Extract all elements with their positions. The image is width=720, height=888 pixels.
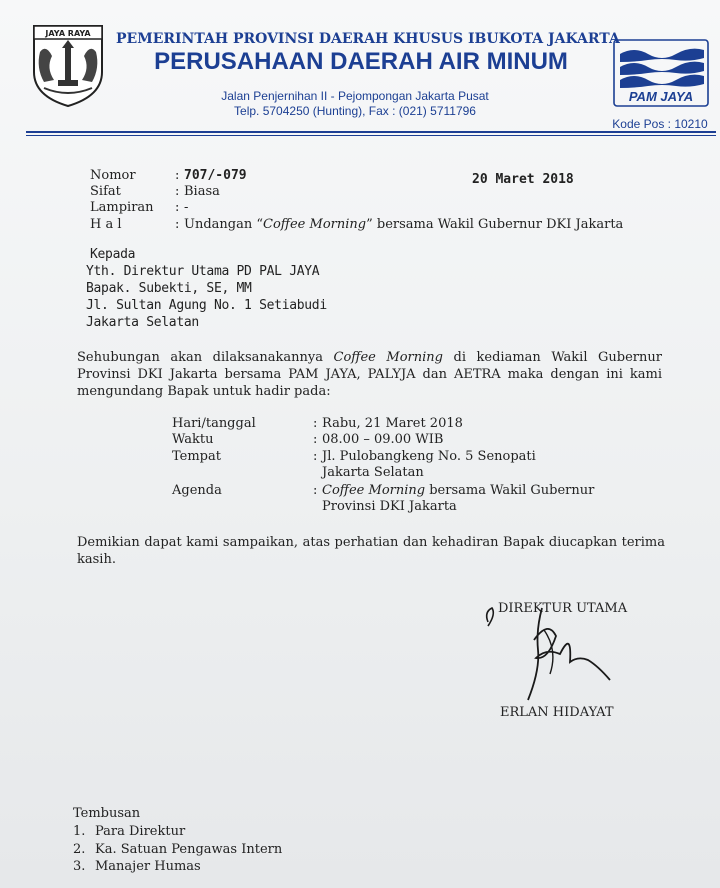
agenda-value1 [322,483,594,498]
recipient-line3: Jl. Sultan Agung No. 1 Setiabudi [86,298,327,313]
closing-paragraph: Demikian dapat kami sampaikan, atas perhatian dan kehadiran Bapak diucapkan terima kasih. [77,535,665,567]
hal-prefix: Undangan “ [184,217,263,232]
waktu-label: Waktu [172,432,214,447]
lampiran-value: - [184,200,189,215]
tembusan-title: Tembusan [73,806,141,821]
sifat-value: Biasa [184,184,220,199]
tembusan-item-text: Para Direktur [95,824,186,839]
tempat-value2: Jakarta Selatan [322,465,424,480]
hal-suffix: ” bersama Wakil Gubernur DKI Jakarta [366,217,624,232]
hari-label: Hari/tanggal [172,416,256,431]
agenda-italic: Coffee Morning [322,483,426,498]
company-phone: Telp. 5704250 (Hunting), Fax : (021) 5711796 [234,104,476,118]
lampiran-colon: : [175,200,180,215]
tembusan-item [73,842,282,857]
postal-code: Kode Pos : 10210 [612,117,708,131]
body-p1-b: di kediaman Wakil Gubernur Provinsi DKI Jakarta bersama PAM JAYA, PALYJA dan AETRA maka dengan ini kami mengundang Bapak untuk hadir pada: [77,350,662,399]
sifat-colon: : [175,184,180,199]
letter-date: 20 Maret 2018 [472,172,574,187]
signatory-title: DIREKTUR UTAMA [498,601,628,616]
pam-jaya-logo-text: PAM JAYA [628,89,694,104]
hari-colon: : [313,416,318,431]
waktu-colon: : [313,432,318,447]
tempat-label: Tempat [172,449,221,464]
header-rule [26,131,716,133]
agenda-colon: : [313,483,318,498]
tempat-colon: : [313,449,318,464]
lampiran-label: Lampiran [90,200,154,215]
handwritten-signature [478,600,628,710]
body-p1-a: Sehubungan akan dilaksanakannya [77,350,334,365]
signatory-name: ERLAN HIDAYAT [500,705,614,720]
tembusan-item-number: 2. [73,842,86,857]
body-p1-italic: Coffee Morning [333,350,443,365]
sifat-label: Sifat [90,184,121,199]
recipient-line2: Bapak. Subekti, SE, MM [86,281,252,296]
agenda-value2: Provinsi DKI Jakarta [322,499,457,514]
header-rule-thin [26,135,716,136]
recipient-kepada: Kepada [90,247,136,262]
hal-value [184,217,623,232]
hal-colon: : [175,217,180,232]
tembusan-item-text: Manajer Humas [95,859,201,874]
hal-italic: Coffee Morning [263,217,367,232]
pam-jaya-logo-icon [612,38,710,108]
jakarta-emblem-icon [30,22,106,108]
tempat-value1: Jl. Pulobangkeng No. 5 Senopati [322,449,536,464]
tembusan-item-number: 3. [73,859,86,874]
nomor-label: Nomor [90,168,136,183]
tembusan-item [73,824,185,839]
nomor-value: 707/-079 [184,168,247,183]
agenda-suffix: bersama Wakil Gubernur [425,483,595,498]
agenda-label: Agenda [172,483,222,498]
tembusan-item [73,859,201,874]
emblem-motto: JAYA RAYA [45,29,91,38]
government-heading: PEMERINTAH PROVINSI DAERAH KHUSUS IBUKOTA JAKARTA [116,31,620,47]
recipient-line1: Yth. Direktur Utama PD PAL JAYA [86,264,320,279]
nomor-colon: : [175,168,180,183]
company-name: PERUSAHAAN DAERAH AIR MINUM [154,48,568,75]
company-address: Jalan Penjernihan II - Pejompongan Jakarta Pusat [221,89,489,103]
recipient-line4: Jakarta Selatan [86,315,199,330]
tembusan-item-number: 1. [73,824,86,839]
tembusan-item-text: Ka. Satuan Pengawas Intern [95,842,283,857]
body-paragraph [77,349,662,400]
waktu-value: 08.00 – 09.00 WIB [322,432,444,447]
hari-value: Rabu, 21 Maret 2018 [322,416,463,431]
hal-label: H a l [90,217,122,232]
